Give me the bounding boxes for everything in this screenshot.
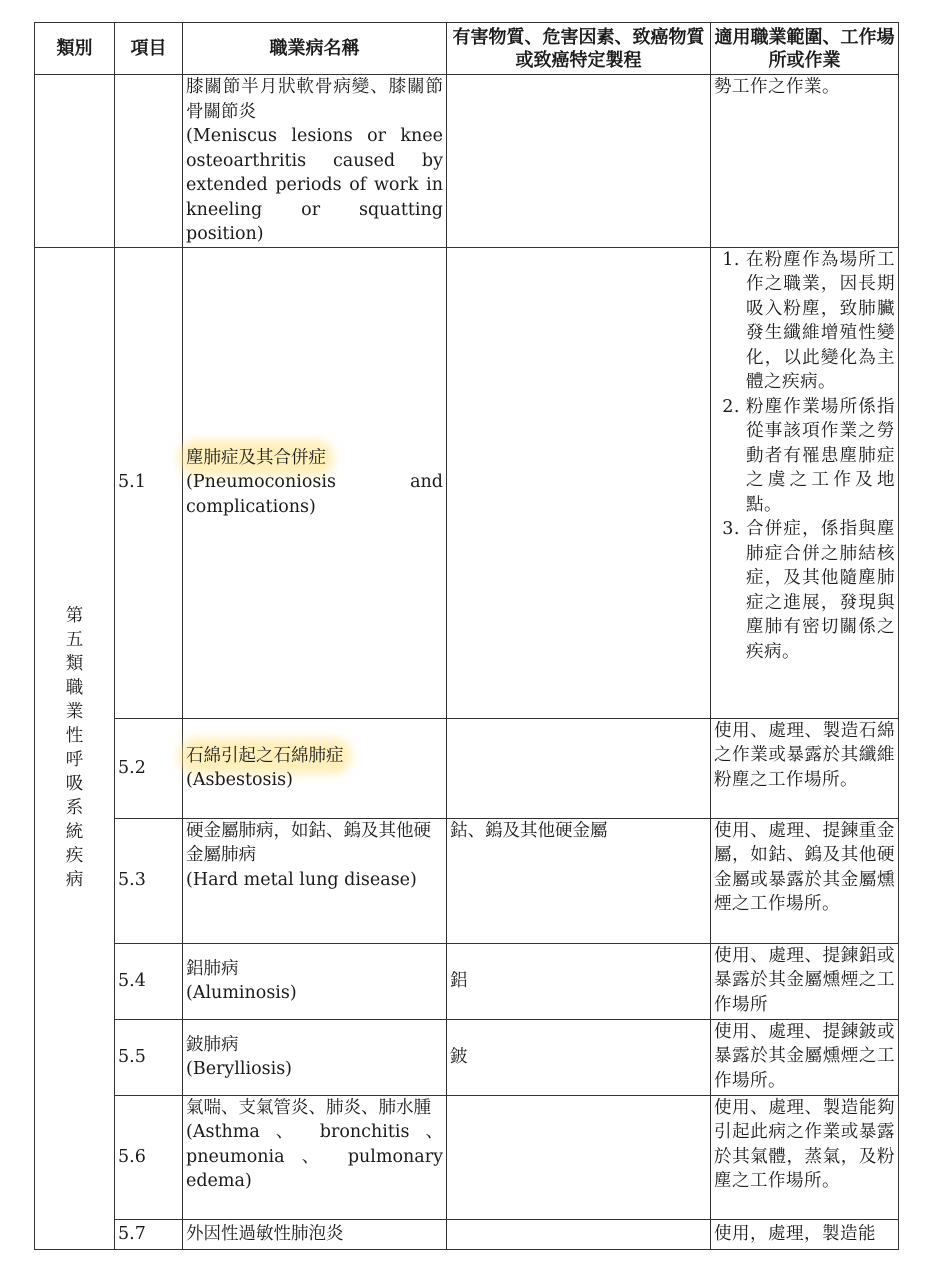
header-category: 類別 (35, 23, 115, 75)
item-cell: 5.3 (115, 818, 183, 943)
hazard-cell (447, 1219, 711, 1249)
disease-zh (186, 744, 443, 769)
hazard-cell (447, 75, 711, 248)
disease-cell (183, 943, 447, 1019)
disease-en: (Asthma 、 bronchitis 、 pneumonia 、 pulmonary edema) (186, 1122, 443, 1191)
table-row-5-6 (35, 1095, 899, 1219)
scope-list (714, 248, 895, 665)
hazard-cell (447, 247, 711, 718)
disease-cell (183, 75, 447, 248)
header-disease: 職業病名稱 (183, 23, 447, 75)
disease-en: (Hard metal lung disease) (186, 869, 417, 890)
item-cell: 5.4 (115, 943, 183, 1019)
disease-zh: 硬金屬肺病，如鈷、鎢及其他硬金屬肺病 (186, 820, 431, 865)
disease-en: (Pneumoconiosis and complications) (186, 472, 443, 517)
category-cell (35, 75, 115, 248)
scope-cell: 使用、處理、提鍊鈹或暴露於其金屬燻煙之工作場所。 (711, 1019, 899, 1095)
disease-cell (183, 1095, 447, 1219)
highlight-mark: 石綿引起之石綿肺症 (186, 745, 344, 766)
list-item: 3. 合併症，係指與塵肺症合併之肺結核症，及其他隨塵肺症之進展，發現與塵肺有密切關係之疾病。 (746, 517, 895, 664)
scope-cell: 使用、處理、製造石綿之作業或暴露於其纖維粉塵之工作場所。 (711, 718, 899, 818)
scope-cell: 使用、處理、提鍊鋁或暴露於其金屬燻煙之工作場所 (711, 943, 899, 1019)
scope-cell: 使用，處理，製造能 (711, 1219, 899, 1249)
category-cell-5 (35, 247, 115, 1249)
scope-cell: 使用、處理、提鍊重金屬，如鈷、鎢及其他硬金屬或暴露於其金屬燻煙之工作場所。 (711, 818, 899, 943)
header-hazard: 有害物質、危害因素、致癌物質或致癌特定製程 (447, 23, 711, 75)
hazard-cell: 鋁 (447, 943, 711, 1019)
hazard-cell: 鈹 (447, 1019, 711, 1095)
disease-zh: 氣喘、支氣管炎、肺炎、肺水腫 (186, 1097, 431, 1118)
item-cell: 5.7 (115, 1219, 183, 1249)
disease-cell (183, 718, 447, 818)
header-scope: 適用職業範圍、工作場所或作業 (711, 23, 899, 75)
category-label: 第五類 職業性呼吸系統疾病 (65, 605, 84, 890)
table-header-row (35, 23, 899, 75)
disease-zh: 外因性過敏性肺泡炎 (186, 1223, 344, 1244)
item-cell: 5.6 (115, 1095, 183, 1219)
table-row-5-3 (35, 818, 899, 943)
disease-cell (183, 1219, 447, 1249)
scope-cell: 使用、處理、製造能夠引起此病之作業或暴露於其氣體，蒸氣，及粉塵之工作場所。 (711, 1095, 899, 1219)
header-item: 項目 (115, 23, 183, 75)
hazard-cell: 鈷、鎢及其他硬金屬 (447, 818, 711, 943)
disease-en: (Meniscus lesions or knee osteoarthritis caused by extended periods of work in kneeling or squatting position) (186, 126, 443, 244)
list-item: 1. 在粉塵作為場所工作之職業，因長期吸入粉塵，致肺臟發生纖維增殖性變化，以此變化為主體之疾病。 (746, 248, 895, 395)
disease-zh: 鋁肺病 (186, 958, 239, 979)
hazard-cell (447, 718, 711, 818)
table-row-5-5 (35, 1019, 899, 1095)
table-row-continuation (35, 75, 899, 248)
disease-en: (Asbestosis) (186, 770, 293, 790)
disease-cell (183, 1019, 447, 1095)
occupational-disease-table (34, 22, 899, 1250)
disease-en: (Aluminosis) (186, 983, 297, 1003)
scope-cell (711, 247, 899, 718)
disease-cell (183, 247, 447, 718)
disease-en: (Berylliosis) (186, 1059, 293, 1079)
table-row-5-2 (35, 718, 899, 818)
hazard-cell (447, 1095, 711, 1219)
list-item: 2. 粉塵作業場所係指從事該項作業之勞動者有罹患塵肺症之虞之工作及地點。 (746, 395, 895, 518)
table-row-5-1 (35, 247, 899, 718)
item-cell (115, 75, 183, 248)
table-row-5-7 (35, 1219, 899, 1249)
disease-cell (183, 818, 447, 943)
item-cell: 5.5 (115, 1019, 183, 1095)
disease-zh: 鈹肺病 (186, 1034, 239, 1055)
disease-zh: 膝關節半月狀軟骨病變、膝關節骨關節炎 (186, 77, 443, 122)
item-cell: 5.2 (115, 718, 183, 818)
disease-zh (186, 446, 443, 471)
highlight-mark: 塵肺症及其合併症 (186, 447, 326, 468)
scope-cell: 勢工作之作業。 (711, 75, 899, 248)
table-row-5-4 (35, 943, 899, 1019)
item-cell: 5.1 (115, 247, 183, 718)
